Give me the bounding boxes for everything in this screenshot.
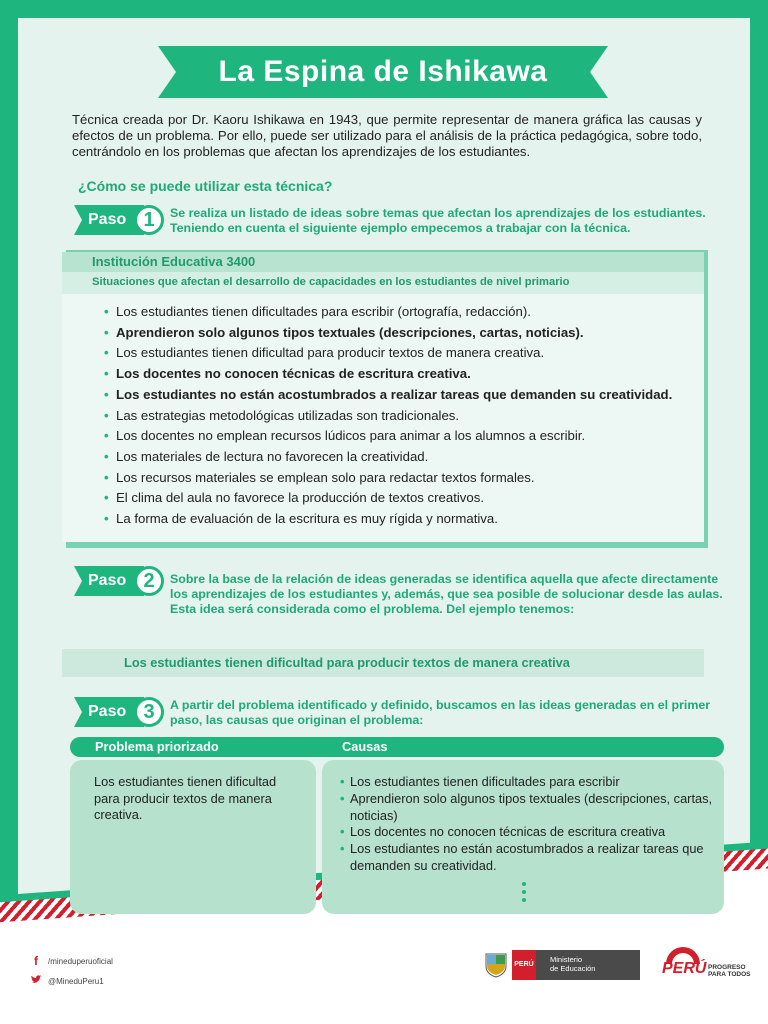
ministry-logo xyxy=(484,950,640,980)
problem-band xyxy=(62,649,704,677)
list-item: • Los estudiantes no están acostumbrados a realizar tareas que demanden su creatividad. xyxy=(104,385,672,406)
step-2-badge xyxy=(74,564,166,598)
step-1-text: Se realiza un listado de ideas sobre temas que afectan los aprendizajes de los estudiantes. Teniendo en cuenta el siguiente ejemplo empecemos a trabajar con la técnica. xyxy=(170,206,706,235)
institution-subtitle: Situaciones que afectan el desarrollo de capacidades en los estudiantes de nivel primario xyxy=(92,276,570,288)
list-item: • Los estudiantes tienen dificultades para escribir (ortografía, redacción). xyxy=(104,302,672,323)
title-ribbon xyxy=(158,46,608,98)
step-1-badge xyxy=(74,203,166,237)
problem-statement: Los estudiantes tienen dificultad para producir textos de manera creativa xyxy=(124,655,570,670)
table-header xyxy=(70,737,724,757)
step-label: Paso xyxy=(88,572,127,589)
brand-word: PERÚ xyxy=(662,960,707,977)
list-item: • La forma de evaluación de la escritura es muy rígida y normativa. xyxy=(104,509,672,530)
twitter-link[interactable]: @MineduPeru1 xyxy=(48,976,104,986)
brand-slogan: PROGRESO PARA TODOS xyxy=(708,964,751,978)
twitter-icon[interactable] xyxy=(30,975,42,987)
peru-tag: PERÚ xyxy=(512,950,536,980)
list-item: • El clima del aula no favorece la producción de textos creativos. xyxy=(104,488,672,509)
situations-list xyxy=(104,302,672,530)
ministry-name: Ministerio de Educación xyxy=(536,950,640,980)
institution-title: Institución Educativa 3400 xyxy=(92,254,256,269)
step-number: 2 xyxy=(134,566,164,596)
step-3-text: A partir del problema identificado y definido, buscamos en las ideas generadas en el primer paso, las causas que originan el problema: xyxy=(170,698,711,727)
causes-cell xyxy=(322,760,724,914)
list-item: • Los estudiantes tienen dificultad para producir textos de manera creativa. xyxy=(104,343,672,364)
step-3-badge xyxy=(74,695,166,729)
facebook-icon[interactable]: f xyxy=(34,954,38,968)
list-item: • Los estudiantes tienen dificultades para escribir xyxy=(340,774,718,791)
list-item: • Los docentes no conocen técnicas de escritura creativa. xyxy=(104,364,672,385)
coat-of-arms-icon xyxy=(484,952,508,978)
intro-paragraph: Técnica creada por Dr. Kaoru Ishikawa en 1943, que permite representar de manera gráfica las causas y efectos de un problema. Por ello, puede ser utilizado para el análisis de la práctica pedagógica, sobre todo, centrándolo en los problemas que afectan los aprendizajes de los estudiantes. xyxy=(72,112,702,159)
step-number: 3 xyxy=(134,697,164,727)
step-2-text: Sobre la base de la relación de ideas generadas se identifica aquella que afecte directamente los aprendizajes de los estudiantes y, además, que sea posible de solucionar desde las aulas. Esta idea será considerada como el problema. Del ejemplo tenemos: xyxy=(170,572,723,616)
problem-cell xyxy=(70,760,316,914)
list-item: • Los recursos materiales se emplean solo para redactar textos formales. xyxy=(104,468,672,489)
peru-brand-logo xyxy=(662,946,762,986)
prioritized-problem: Los estudiantes tienen dificultad para producir textos de manera creativa. xyxy=(94,774,277,822)
section-question: ¿Cómo se puede utilizar esta técnica? xyxy=(78,178,333,194)
column-header-problem: Problema priorizado xyxy=(95,739,219,754)
list-item: • Los docentes no conocen técnicas de escritura creativa xyxy=(340,824,718,841)
more-dots-icon xyxy=(522,882,528,906)
step-label: Paso xyxy=(88,703,127,720)
list-item: • Los estudiantes no están acostumbrados a realizar tareas que demanden su creatividad. xyxy=(340,841,718,875)
institution-box xyxy=(62,252,704,542)
list-item: • Las estrategias metodológicas utilizadas son tradicionales. xyxy=(104,406,672,427)
list-item: • Aprendieron solo algunos tipos textuales (descripciones, cartas, noticias). xyxy=(104,323,672,344)
social-links xyxy=(30,952,113,992)
step-label: Paso xyxy=(88,211,127,228)
page-title: La Espina de Ishikawa xyxy=(218,55,548,88)
facebook-link[interactable]: /mineduperuoficial xyxy=(48,956,113,966)
column-header-causes: Causas xyxy=(342,739,388,754)
list-item: • Los docentes no emplean recursos lúdicos para animar a los alumnos a escribir. xyxy=(104,426,672,447)
step-number: 1 xyxy=(134,205,164,235)
causes-list xyxy=(340,774,718,875)
list-item: • Los materiales de lectura no favorecen la creatividad. xyxy=(104,447,672,468)
list-item: • Aprendieron solo algunos tipos textuales (descripciones, cartas, noticias) xyxy=(340,791,718,825)
